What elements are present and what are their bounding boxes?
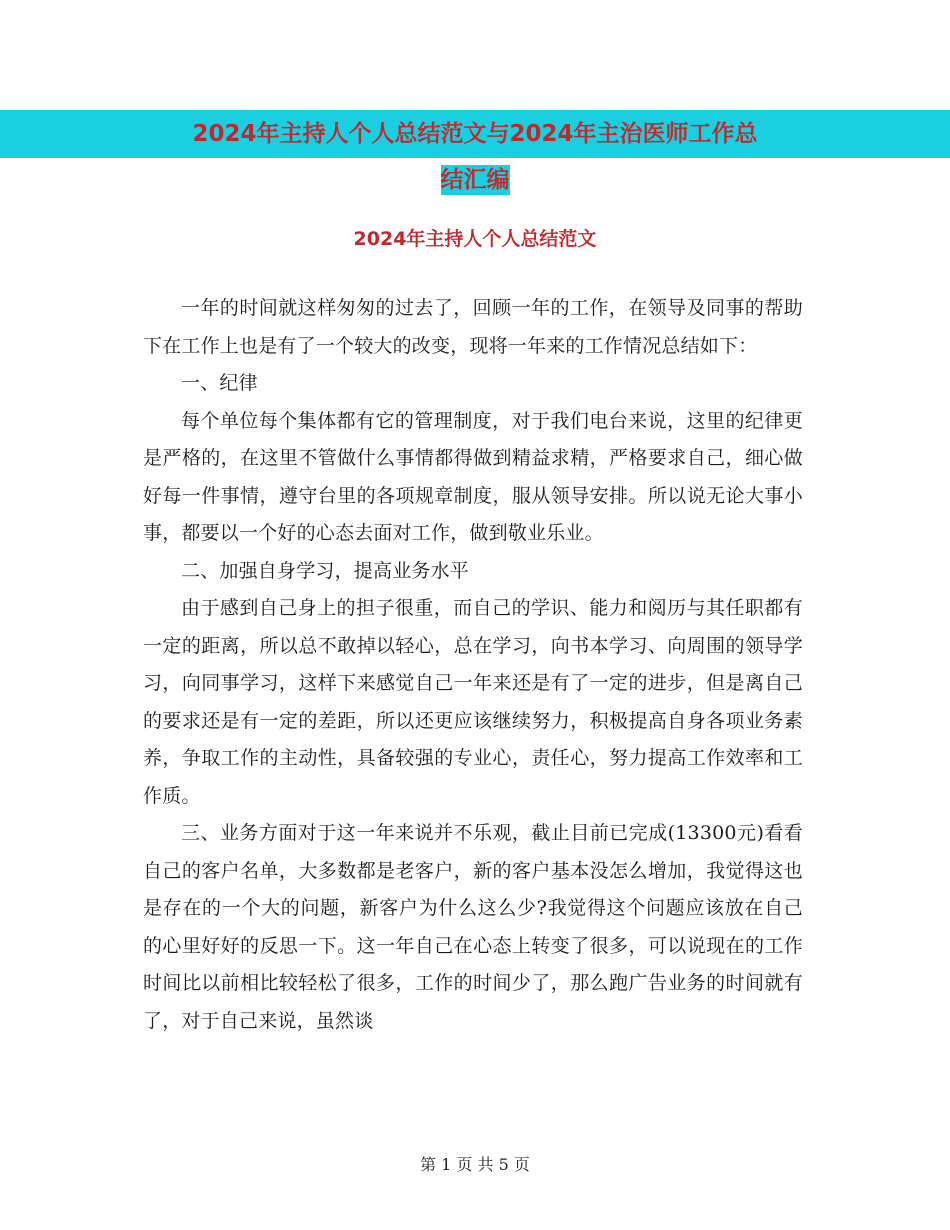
heading-discipline: 一、纪律 [181, 372, 258, 394]
heading-study: 二、加强自身学习，提高业务水平 [181, 559, 470, 582]
paragraph-discipline: 每个单位每个集体都有它的管理制度，对于我们电台来说，这里的纪律更是严格的，在这里不管做什么事情都得做到精益求精，严格要求自己，细心做好每一件事情，遵守台里的各项规章制度，服从领导安排。所以说无论大事小事，都要以一个好的心态去面对工作，做到敬业乐业。 [143, 409, 803, 544]
paragraph-intro: 一年的时间就这样匆匆的过去了，回顾一年的工作，在领导及同事的帮助下在工作上也是有了一个较大的改变，现将一年来的工作情况总结如下： [143, 297, 803, 357]
document-title-line-2: 结汇编 [440, 167, 510, 193]
document-title-line-1: 2024年主持人个人总结范文与2024年主治医师工作总 [192, 121, 758, 147]
page-footer: 第 1 页 共 5 页 [420, 1155, 530, 1174]
paragraph-business: 三、业务方面对于这一年来说并不乐观，截止目前已完成(13300元)看看自己的客户名单，大多数都是老客户，新的客户基本没怎么增加，我觉得这也是存在的一个大的问题，新客户为什么这么少?我觉得这个问题应该放在自己的心里好好的反思一下。这一年自己在心态上转变了很多，可以说现在的工作时间比以前相比较轻松了很多，工作的时间少了，那么跑广告业务的时间就有了，对于自己来说，虽然谈 [143, 822, 803, 1032]
section-title: 2024年主持人个人总结范文 [353, 228, 597, 250]
document-title [0, 110, 950, 202]
document-body [143, 290, 803, 1040]
paragraph-study: 由于感到自己身上的担子很重，而自己的学识、能力和阅历与其任职都有一定的距离，所以总不敢掉以轻心，总在学习，向书本学习、向周围的领导学习，向同事学习，这样下来感觉自己一年来还是有了一定的进步，但是离自己的要求还是有一定的差距，所以还更应该继续努力，积极提高自身各项业务素养，争取工作的主动性，具备较强的专业心，责任心，努力提高工作效率和工作质。 [143, 597, 803, 807]
